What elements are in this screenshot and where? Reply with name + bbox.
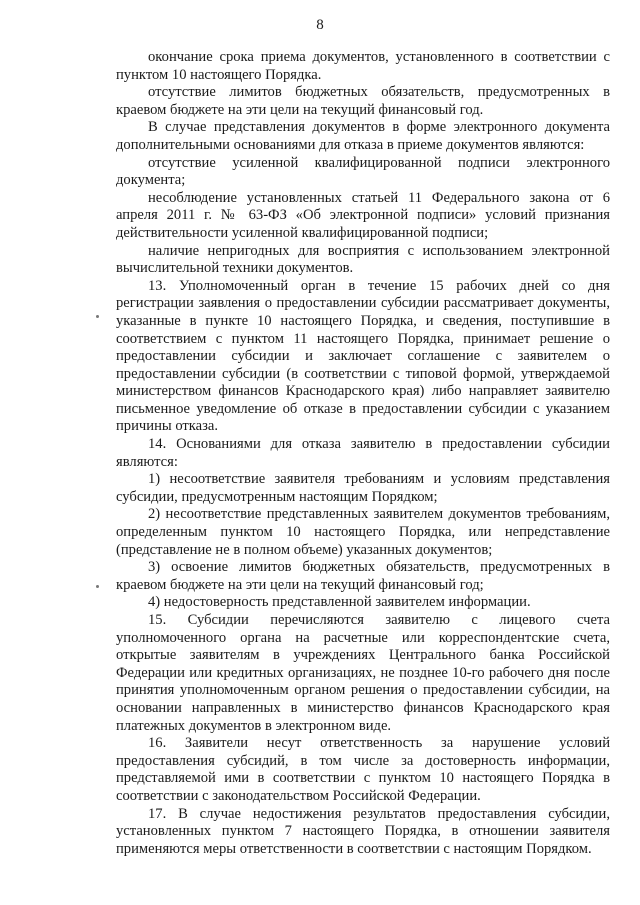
scan-dot [96, 315, 99, 318]
paragraph: наличие непригодных для восприятия с использованием электронной вычислительной техники документов. [116, 242, 610, 277]
paragraph: 1) несоответствие заявителя требованиям и условиям представления субсидии, предусмотренным настоящим Порядком; [116, 471, 610, 505]
paragraph: отсутствие усиленной квалифицированной подписи электронного документа; [116, 154, 610, 189]
document-body [116, 49, 610, 858]
paragraph: окончание срока приема документов, установленного в соответствии с пунктом 10 настоящего Порядка. [116, 49, 610, 83]
scan-dot [96, 585, 99, 588]
paragraph-item-16: 16. Заявители несут ответственность за нарушение условий предоставления субсидий, в том числе за достоверность информации, представляемой ими в соответствии с пунктом 10 настоящего Порядка в соответствии с законодательством Российской Федерации. [116, 735, 610, 804]
paragraph: 4) недостоверность представленной заявителем информации. [148, 594, 531, 611]
paragraph: несоблюдение установленных статьей 11 Федерального закона от 6 апреля 2011 г. № 63-ФЗ «Об электронной подписи» условий признания действительности усиленной квалифицированной подписи; [116, 189, 610, 241]
paragraph: 2) несоответствие представленных заявителем документов требованиям, определенным пунктом 10 настоящего Порядка, или непредставление (представление не в полном объеме) указанных документов; [116, 506, 610, 558]
paragraph-item-17: 17. В случае недостижения результатов предоставления субсидии, установленных пунктом 7 настоящего Порядка, в отношении заявителя применяются меры ответственности в соответствии с настоящим Порядком. [116, 805, 610, 857]
paragraph: В случае представления документов в форме электронного документа дополнительными основаниями для отказа в приеме документов являются: [116, 119, 610, 153]
paragraph: 3) освоение лимитов бюджетных обязательств, предусмотренных в краевом бюджете на эти цели на текущий финансовый год; [116, 559, 610, 593]
paragraph-item-14: 14. Основаниями для отказа заявителю в предоставлении субсидии являются: [116, 436, 610, 470]
paragraph: отсутствие лимитов бюджетных обязательств, предусмотренных в краевом бюджете на эти цели на текущий финансовый год. [116, 84, 610, 118]
paragraph-item-13: 13. Уполномоченный орган в течение 15 рабочих дней со дня регистрации заявления о предоставлении субсидии рассматривает документы, указанные в пункте 10 настоящего Порядка, и сведения, поступившие в соответствием с пунктом 11 настоящего Порядка, принимает решение о предоставлении субсидии и заключает соглашение с заявителем о предоставлении субсидии (в соответствии с типовой формой, утверждаемой министерством финансов Краснодарского края) либо направляет заявителю письменное уведомление об отказе в предоставлении субсидии с указанием причины отказа. [116, 277, 610, 435]
page-number: 8 [316, 17, 324, 33]
paragraph-item-15: 15. Субсидии перечисляются заявителю с лицевого счета уполномоченного органа на расчетные или корреспондентские счета, открытые заявителям в учреждениях Центрального банка Российской Федерации или кредитных организациях, не позднее 10-го рабочего дня после принятия уполномоченным органом решения о предоставлении субсидии, на основании направленных в министерство финансов Краснодарского края платежных документов в электронном виде. [116, 612, 610, 734]
